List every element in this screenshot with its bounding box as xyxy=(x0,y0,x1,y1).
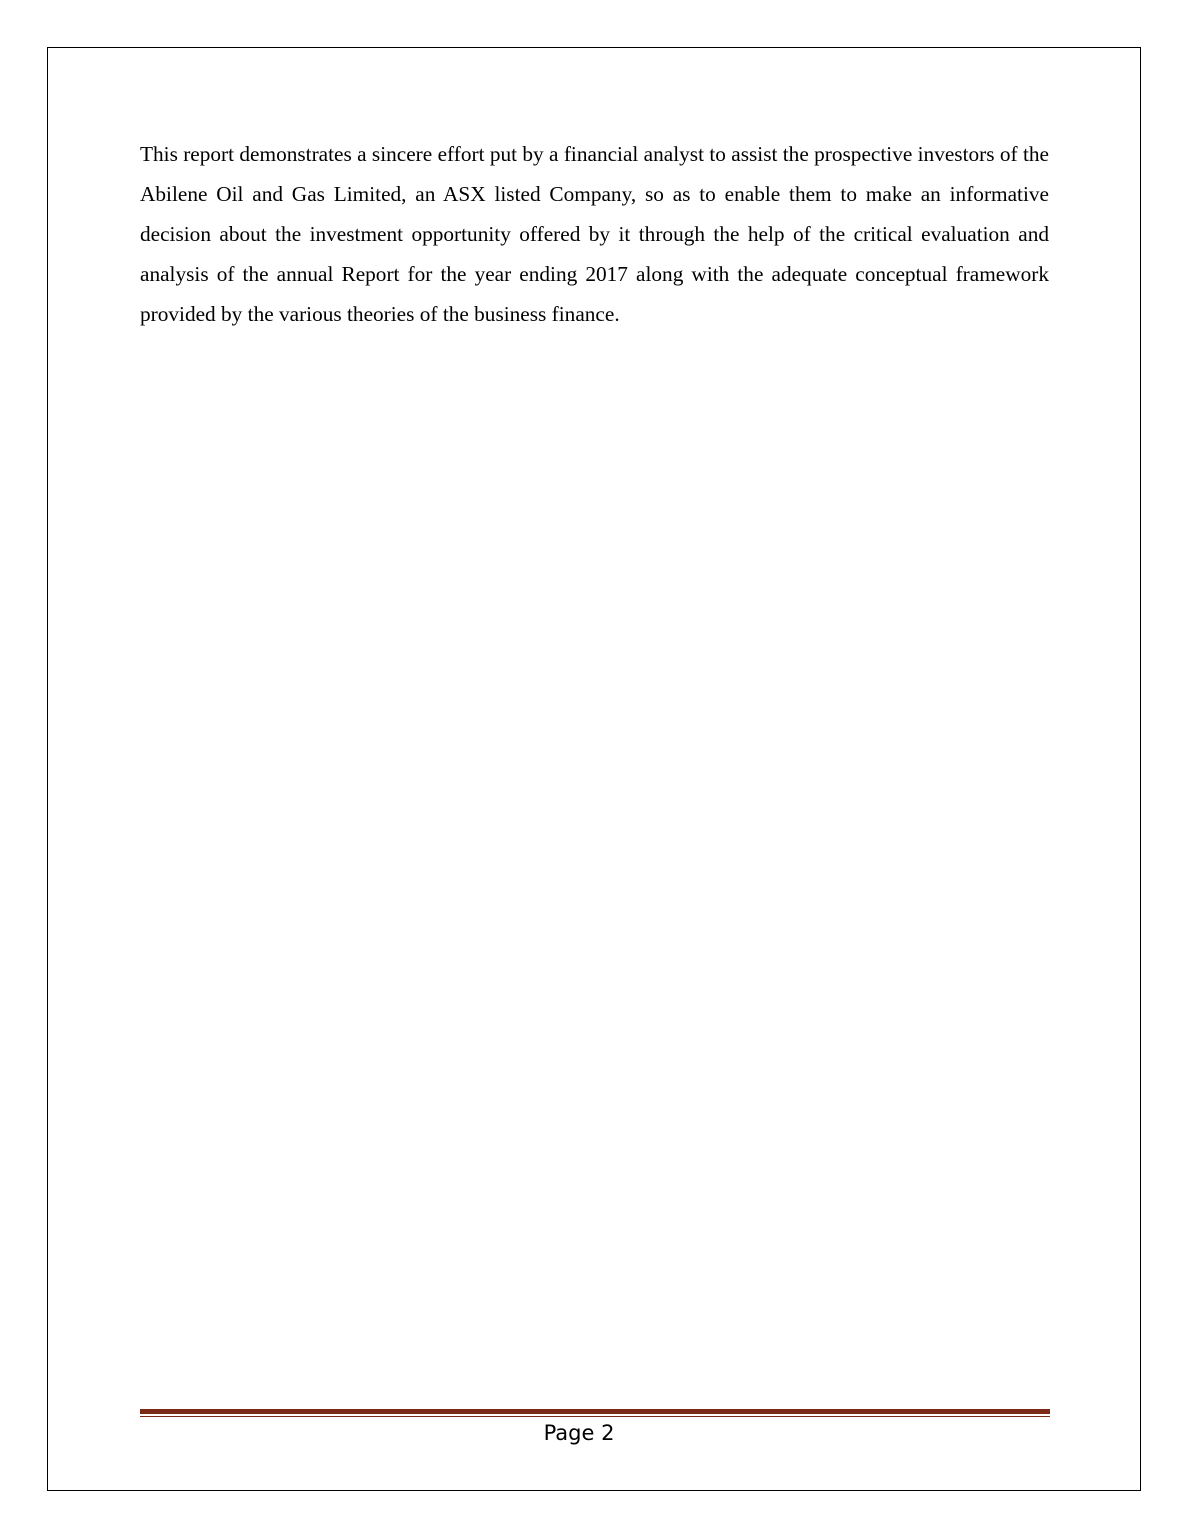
footer-rule xyxy=(140,1409,1050,1417)
footer-rule-thin xyxy=(140,1416,1050,1417)
body-paragraph: This report demonstrates a sincere effort put by a financial analyst to assist the prospective investors of the Abilene Oil and Gas Limited, an ASX listed Company, so as to enable them to make an informative decision about the investment opportunity offered by it through the help of the critical evaluation and analysis of the annual Report for the year ending 2017 along with the adequate conceptual framework provided by the various theories of the business finance. xyxy=(140,142,1049,326)
page-number: Page 2 xyxy=(543,1421,615,1445)
footer-rule-thick xyxy=(140,1409,1050,1414)
